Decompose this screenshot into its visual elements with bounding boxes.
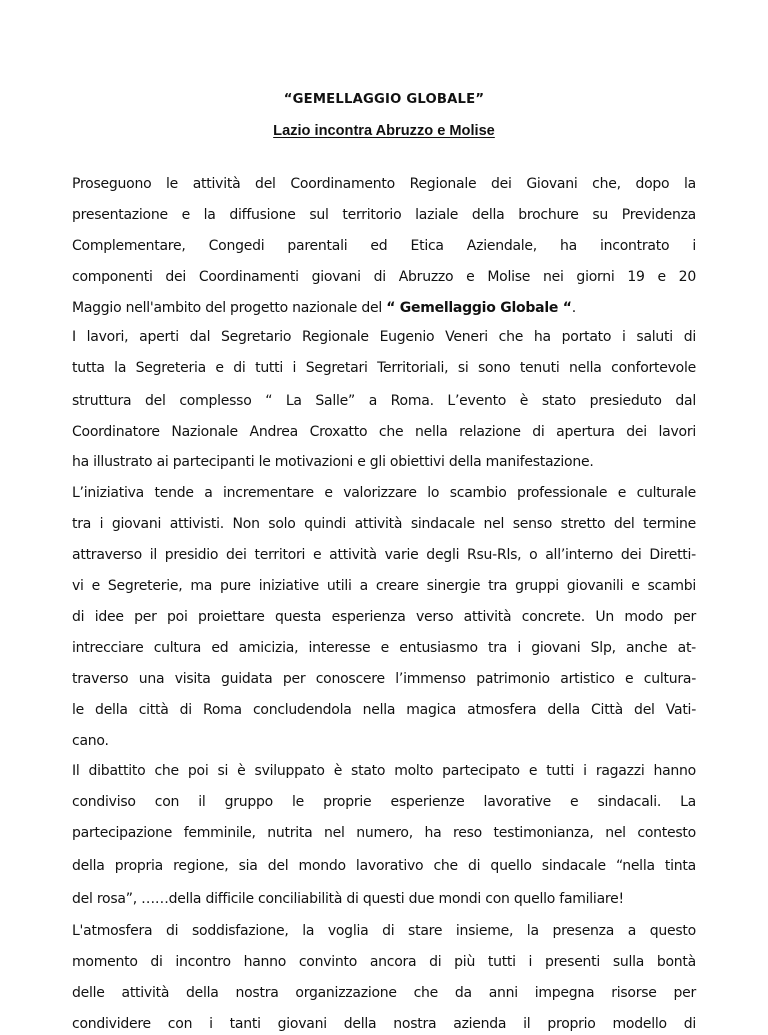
body-line xyxy=(72,235,696,257)
body-line xyxy=(72,575,696,597)
body-line xyxy=(72,668,696,690)
body-line-text: Il dibattito che poi si è sviluppato è stato molto partecipato e tutti i ragazzi hanno xyxy=(72,763,696,779)
body-line-text: presentazione e la diffusione sul territorio laziale della brochure su Previdenza xyxy=(72,207,696,223)
body-line xyxy=(72,1013,696,1035)
body-line-text: Proseguono le attività del Coordinamento Regionale dei Giovani che, dopo la xyxy=(72,176,696,192)
body-line-text: tutta la Segreteria e di tutti i Segretari Territoriali, si sono tenuti nella confortevole xyxy=(72,360,696,376)
body-line xyxy=(72,920,696,942)
body-line-text: delle attività della nostra organizzazione che da anni impegna risorse per xyxy=(72,985,696,1001)
body-line xyxy=(72,791,696,813)
body-line xyxy=(72,266,696,288)
document-title: “GEMELLAGGIO GLOBALE” xyxy=(283,92,485,107)
body-line-text: I lavori, aperti dal Segretario Regionale Eugenio Veneri che ha portato i saluti di xyxy=(72,329,696,345)
body-line-text: traverso una visita guidata per conoscere l’immenso patrimonio artistico e cultura- xyxy=(72,671,696,687)
body-line-text: di idee per poi proiettare questa esperienza verso attività concrete. Un modo per xyxy=(72,609,696,625)
body-line xyxy=(72,390,696,412)
body-line xyxy=(72,421,696,443)
body-line-punctuation: . xyxy=(571,300,576,316)
body-line-text: le della città di Roma concludendola nella magica atmosfera della Città del Vati- xyxy=(72,702,696,718)
body-line-text: L’iniziativa tende a incrementare e valorizzare lo scambio professionale e culturale xyxy=(72,485,696,501)
body-line xyxy=(72,951,696,973)
body-line-text: tra i giovani attivisti. Non solo quindi attività sindacale nel senso stretto del termine xyxy=(72,516,696,532)
body-line-text: componenti dei Coordinamenti giovani di Abruzzo e Molise nei giorni 19 e 20 xyxy=(72,269,696,285)
body-line xyxy=(72,637,696,659)
body-line xyxy=(72,357,696,379)
body-line xyxy=(72,855,696,877)
body-line xyxy=(72,513,696,535)
body-line xyxy=(72,699,696,721)
body-line-text: attraverso il presidio dei territori e attività varie degli Rsu-Rls, o all’interno dei Diretti- xyxy=(72,547,696,563)
document-subtitle: Lazio incontra Abruzzo e Molise xyxy=(273,123,495,139)
body-line-text: condiviso con il gruppo le proprie esperienze lavorative e sindacali. La xyxy=(72,794,696,810)
body-line-text: Maggio nell'ambito del progetto nazionale del xyxy=(72,300,387,316)
body-line-text: della propria regione, sia del mondo lavorativo che di quello sindacale “nella tinta xyxy=(72,858,696,874)
body-line xyxy=(72,730,696,752)
body-line-text: del rosa”, ……della difficile conciliabilità di questi due mondi con quello familiare! xyxy=(72,891,624,907)
body-line-text: cano. xyxy=(72,733,109,749)
body-line-text: vi e Segreterie, ma pure iniziative utili a creare sinergie tra gruppi giovanili e scambi xyxy=(72,578,696,594)
body-line-text: L'atmosfera di soddisfazione, la voglia di stare insieme, la presenza a questo xyxy=(72,923,696,939)
body-line-text: Coordinatore Nazionale Andrea Croxatto che nella relazione di apertura dei lavori xyxy=(72,424,696,440)
body-line xyxy=(72,982,696,1004)
body-line xyxy=(72,822,696,844)
body-line xyxy=(72,451,696,473)
body-line xyxy=(72,760,696,782)
body-line-text: partecipazione femminile, nutrita nel numero, ha reso testimonianza, nel contesto xyxy=(72,825,696,841)
body-line xyxy=(72,482,696,504)
body-line-text: intrecciare cultura ed amicizia, interesse e entusiasmo tra i giovani Slp, anche at- xyxy=(72,640,696,656)
body-line-text: struttura del complesso “ La Salle” a Roma. L’evento è stato presieduto dal xyxy=(72,393,696,409)
body-line xyxy=(72,606,696,628)
body-line-text: Complementare, Congedi parentali ed Etica Aziendale, ha incontrato i xyxy=(72,238,696,254)
body-line xyxy=(72,204,696,226)
body-line xyxy=(72,544,696,566)
body-line xyxy=(72,326,696,348)
body-line-text: momento di incontro hanno convinto ancora di più tutti i presenti sulla bontà xyxy=(72,954,696,970)
body-line xyxy=(72,888,696,910)
body-line-text: ha illustrato ai partecipanti le motivazioni e gli obiettivi della manifestazione. xyxy=(72,454,594,470)
body-line xyxy=(72,173,696,195)
body-line xyxy=(72,297,696,319)
project-name: “ Gemellaggio Globale “ xyxy=(386,300,572,316)
body-line-text: condividere con i tanti giovani della nostra azienda il proprio modello di xyxy=(72,1016,696,1032)
